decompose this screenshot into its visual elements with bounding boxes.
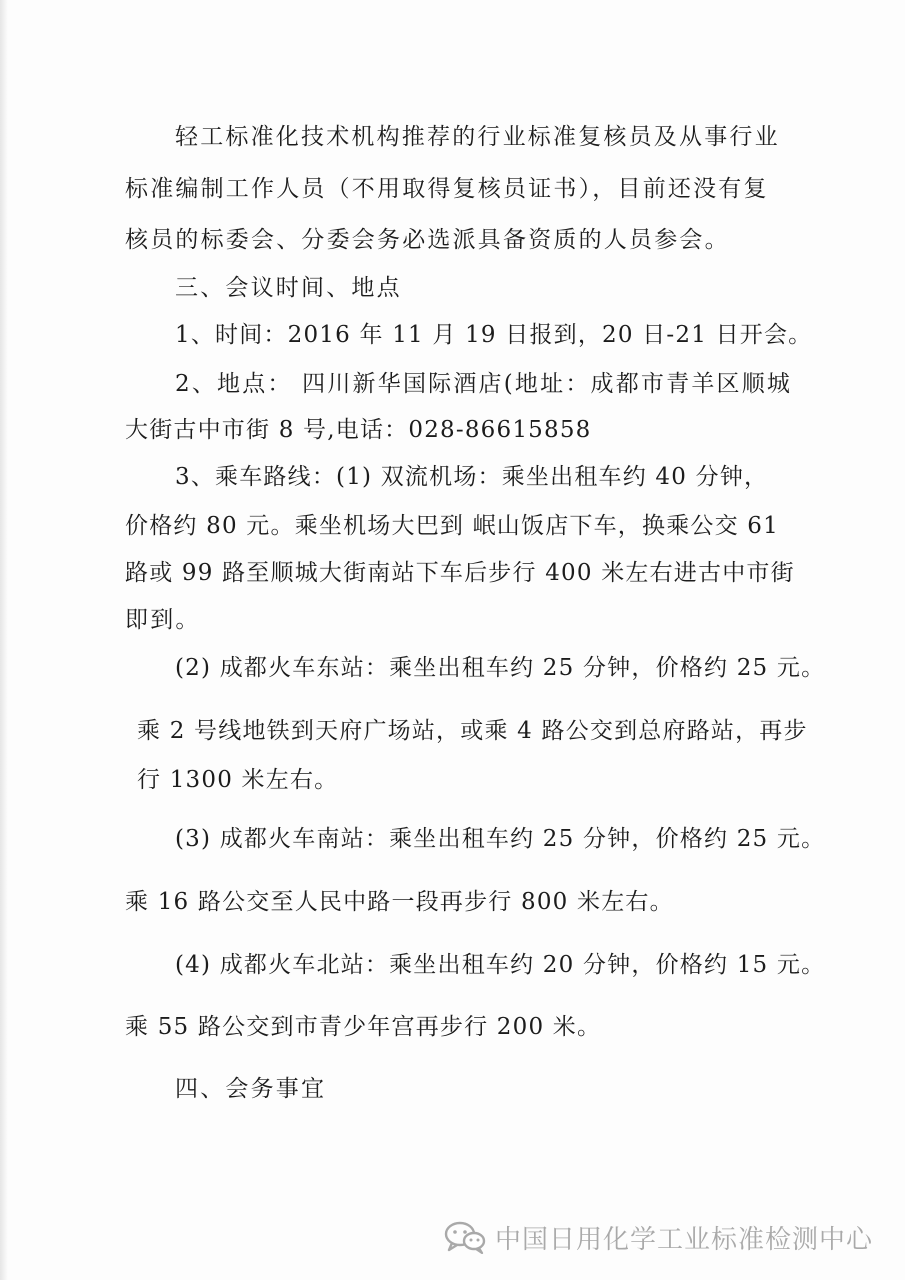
watermark [443, 1217, 873, 1257]
text-line: 核员的标委会、分委会务必选派具备资质的人员参会。 [125, 227, 730, 253]
text-line: 价格约 80 元。乘坐机场大巴到 岷山饭店下车，换乘公交 61 [125, 513, 779, 539]
wechat-logo-icon [443, 1220, 487, 1254]
text-line: 乘 16 路公交至人民中路一段再步行 800 米左右。 [125, 889, 674, 915]
text-line: 即到。 [125, 607, 201, 633]
text-line: (2) 成都火车东站：乘坐出租车约 25 分钟，价格约 25 元。 [175, 655, 826, 681]
watermark-text: 中国日用化学工业标准检测中心 [494, 1224, 873, 1255]
text-line: 3、乘车路线：(1) 双流机场：乘坐出租车约 40 分钟， [175, 464, 769, 490]
text-line: 2、地点： 四川新华国际酒店(地址：成都市青羊区顺城 [175, 371, 793, 397]
text-line: 乘 55 路公交到市青少年宫再步行 200 米。 [125, 1014, 602, 1040]
text-line: 轻工标准化技术机构推荐的行业标准复核员及从事行业 [175, 124, 780, 150]
text-line: 1、时间：2016 年 11 月 19 日报到，20 日-21 日开会。 [175, 322, 813, 348]
text-line: 大街古中市街 8 号,电话：028-86615858 [125, 417, 592, 443]
text-line: 标准编制工作人员（不用取得复核员证书），目前还没有复 [125, 176, 769, 202]
section-heading: 三、会议时间、地点 [175, 275, 402, 301]
text-line: 乘 2 号线地铁到天府广场站，或乘 4 路公交到总府路站，再步 [137, 718, 808, 744]
text-line: (4) 成都火车北站：乘坐出租车约 20 分钟，价格约 15 元。 [175, 952, 826, 978]
section-heading: 四、会务事宜 [175, 1076, 327, 1102]
text-line: 路或 99 路至顺城大街南站下车后步行 400 米左右进古中市街 [125, 560, 795, 586]
scan-edge-shadow [0, 0, 8, 1280]
text-line: (3) 成都火车南站：乘坐出租车约 25 分钟，价格约 25 元。 [175, 826, 826, 852]
text-line: 行 1300 米左右。 [137, 767, 339, 793]
